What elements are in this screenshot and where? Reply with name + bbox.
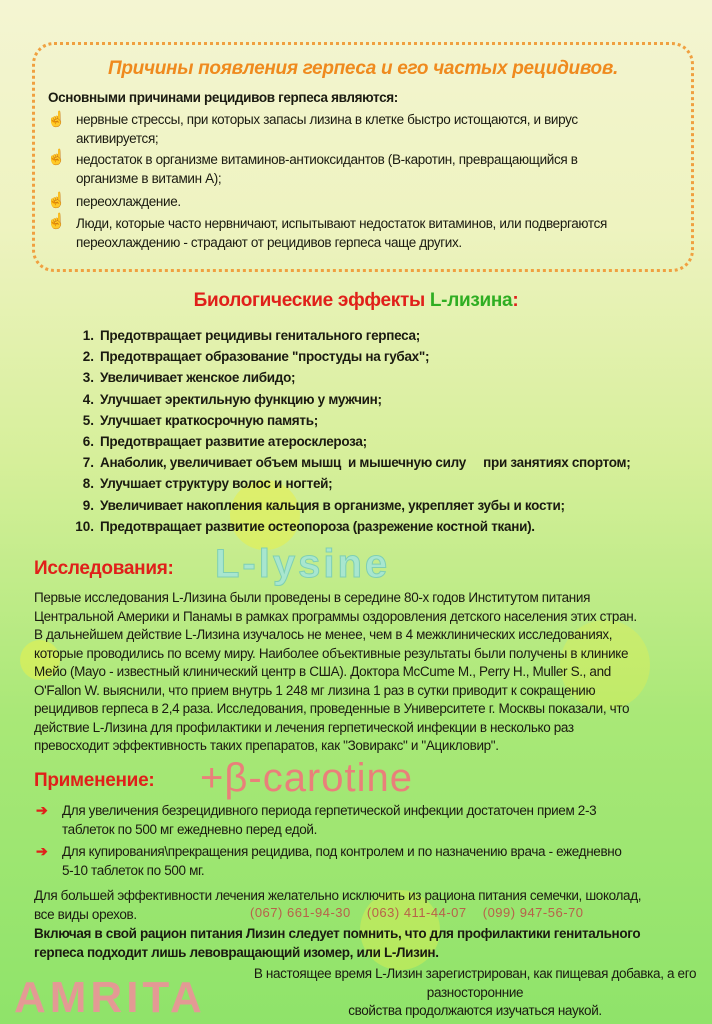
effects-title: Биологические эффекты L-лизина: [193,290,519,311]
research-line: O'Fallon W. выяснили, что прием внутрь 1 248 мг лизина 1 раз в сутки приводит к сокращению [34,682,596,698]
arrow-right-icon: ➔ [36,843,48,859]
cause-item: нервные стрессы, при которых запасы лизина в клетке быстро истощаются, и вирус активируется; [76,112,578,146]
cause-item: переохлаждение. [76,194,181,209]
effect-number: 2. [82,349,94,365]
phone-watermark: (067) 661-94-30 [250,905,351,920]
research-line: рецидивов герпеса в 2,4 раза. Исследования, проведенные в Университете г. Москвы показали, что [34,701,630,716]
effect-number: 1. [82,328,94,343]
research-paragraph [34,589,664,756]
usage-item: Для увеличения безрецидивного периода герпетической инфекции достаточен прием 2-3 таблеток по 500 мг ежедневно перед едой. [62,803,597,837]
pointing-hand-icon: ☝ [47,192,66,209]
pointing-hand-icon: ☝ [47,149,66,166]
pointing-hand-icon: ☝ [47,111,66,128]
effect-number: 3. [82,370,94,386]
research-line: которые проводились по всему миру. Наиболее объективные результаты были получены в клинике [34,645,629,661]
lysine-watermark: L-lysine [215,542,391,586]
effect-number: 10. [75,518,94,534]
amrita-logo-watermark: AMRITA [14,973,206,1022]
causes-title: Причины появления герпеса и его частых рецидивов. [107,58,618,79]
cause-item: Люди, которые часто нервничают, испытывают недостаток витаминов, или подвергаются переохлаждению - страдают от рецидивов герпеса чаще других. [76,216,607,250]
effect-item: Улучшает краткосрочную память; [100,412,318,428]
usage-bold-note: Включая в свой рацион питания Лизин следует помнить, что для профилактики генитального герпеса подходит лишь левовращающий изомер, или L-Лизин. [34,926,641,960]
phone-watermark: (099) 947-56-70 [482,905,584,920]
effect-item: Предотвращает развитие остеопороза (разрежение костной ткани). [100,518,535,534]
carotine-watermark: +β-carotine [200,756,413,800]
research-line: Центральной Америки и Панамы в рамках программы оздоровления детского населения этих стран. [34,608,637,624]
research-title: Исследования: [34,558,174,579]
effect-item: Увеличивает женское либидо; [100,370,296,386]
usage-note: Для большей эффективности лечения желательно исключить из рациона питания семечки, шоколад, все виды орехов. [34,888,642,922]
effect-number: 5. [82,412,94,428]
effect-number: 8. [82,476,94,492]
causes-intro: Основными причинами рецидивов герпеса являются: [48,90,398,105]
cause-item: недостаток в организме витаминов-антиоксидантов (В-каротин, превращающийся в организме в витамин А); [76,152,578,186]
effect-number: 7. [82,455,94,471]
effect-number: 9. [82,497,94,513]
usage-title: Применение: [34,770,155,791]
effect-item: Улучшает структуру волос и ногтей; [100,476,333,492]
closing-text: В настоящее время L-Лизин зарегистрирован, как пищевая добавка, а его разносторонние свойства продолжаются изучаться наукой. [253,966,697,1018]
pointing-hand-icon: ☝ [47,213,66,230]
arrow-right-icon: ➔ [36,802,48,818]
effect-number: 6. [82,434,94,449]
research-line: превосходит эффективность таких препаратов, как "Зовиракс" и "Ацикловир". [34,738,499,753]
phone-watermarks [250,905,595,920]
phone-watermark: (063) 411-44-07 [366,905,467,920]
effect-item: Предотвращает рецидивы генитального герпеса; [100,328,420,343]
usage-item: Для купирования\прекращения рецидива, под контролем и по назначению врача - ежедневно 5-10 таблеток по 500 мг. [62,844,622,878]
effect-item: Анаболик, увеличивает объем мышц и мышечную силу при занятиях спортом; [100,455,631,471]
effect-item: Увеличивает накопления кальция в организме, укрепляет зубы и кости; [100,497,565,513]
effect-item: Предотвращает развитие атеросклероза; [100,434,367,449]
research-line: действие L-Лизина для профилактики и лечения герпетической инфекции в несколько раз [34,719,574,735]
effect-number: 4. [82,391,94,407]
research-line: Первые исследования L-Лизина были проведены в середине 80-х годов Институтом питания [34,590,591,605]
research-line: В дальнейшем действие L-Лизина изучалось не менее, чем в 4 межклинических исследованиях, [34,627,613,642]
effect-item: Улучшает эректильную функцию у мужчин; [100,391,382,407]
effect-item: Предотвращает образование "простуды на губах"; [100,349,430,365]
research-line: Мейо (Mayo - известный клинический центр в США). Доктора McCume M., Perry H., Muller S., and [34,664,611,679]
